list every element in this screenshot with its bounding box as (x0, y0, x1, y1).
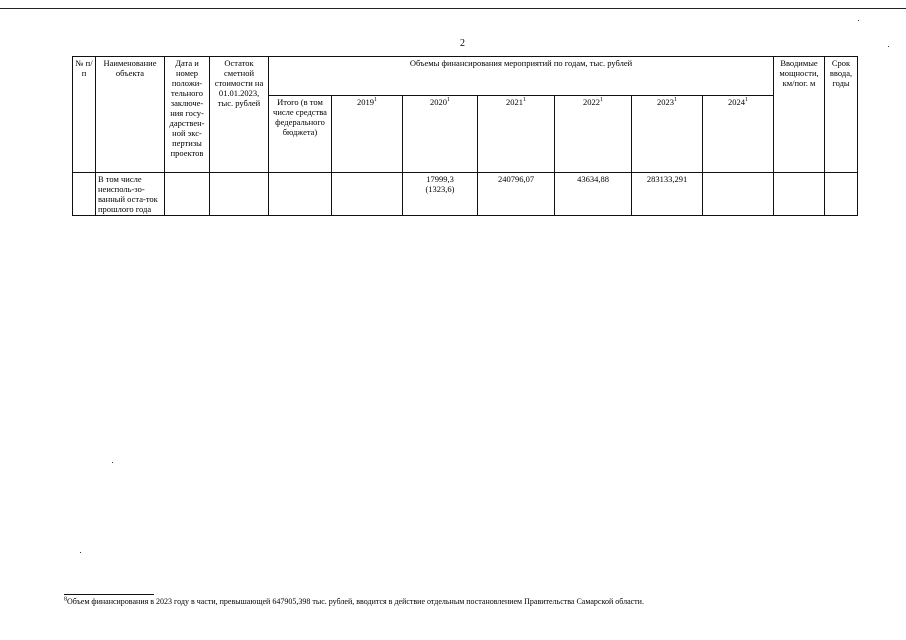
header-balance: Остаток сметной стоимости на 01.01.2023, тыс. рублей (210, 57, 269, 173)
footnote-text: Объем финансирования в 2023 году в части, превышающей 647905,398 тыс. рублей, вводится в действие отдельным постановлением Правительства Самарской области. (67, 597, 644, 606)
scan-speck (858, 20, 859, 21)
header-term: Срок ввода, годы (825, 57, 858, 173)
table-row (73, 173, 858, 216)
header-object-name: Наименование объекта (96, 57, 165, 173)
footnote-separator (64, 594, 154, 595)
scan-speck (888, 46, 889, 47)
row-value-2021: 240796,07 (478, 173, 555, 216)
page-top-border (0, 8, 906, 9)
header-year-2019: 2019$^1$ (332, 96, 403, 173)
header-volumes: Объемы финансирования мероприятий по годам, тыс. рублей (269, 57, 774, 96)
header-year-2021: 2021$^1$ (478, 96, 555, 173)
header-year-2023: 2023$^1$ (632, 96, 703, 173)
footnote (64, 597, 644, 606)
header-total: Итого (в том числе средства федерального бюджета) (269, 96, 332, 173)
header-year-2024: 2024$^1$ (703, 96, 774, 173)
header-capacity: Вводимые мощности, км/пог. м (774, 57, 825, 173)
scan-speck (80, 552, 81, 553)
header-expertise-date: Дата и номер положи-тельного заключе-ния госу-дарствен-ной экс-пертизы проектов (165, 57, 210, 173)
row-value-2023: 283133,291 (632, 173, 703, 216)
row-name: В том числе неисполь-зо-ванный оста-ток прошлого года (96, 173, 165, 216)
row-value-2020: 17999,3 (1323,6) (403, 173, 478, 216)
header-no: № п/п (73, 57, 96, 173)
row-value-2022: 43634,88 (555, 173, 632, 216)
financing-table (72, 56, 858, 216)
page-number: 2 (460, 38, 465, 49)
footnote-mark: 8 (64, 596, 67, 603)
header-year-2020: 2020$^1$ (403, 96, 478, 173)
header-year-2022: 2022$^1$ (555, 96, 632, 173)
scan-speck (112, 462, 113, 463)
